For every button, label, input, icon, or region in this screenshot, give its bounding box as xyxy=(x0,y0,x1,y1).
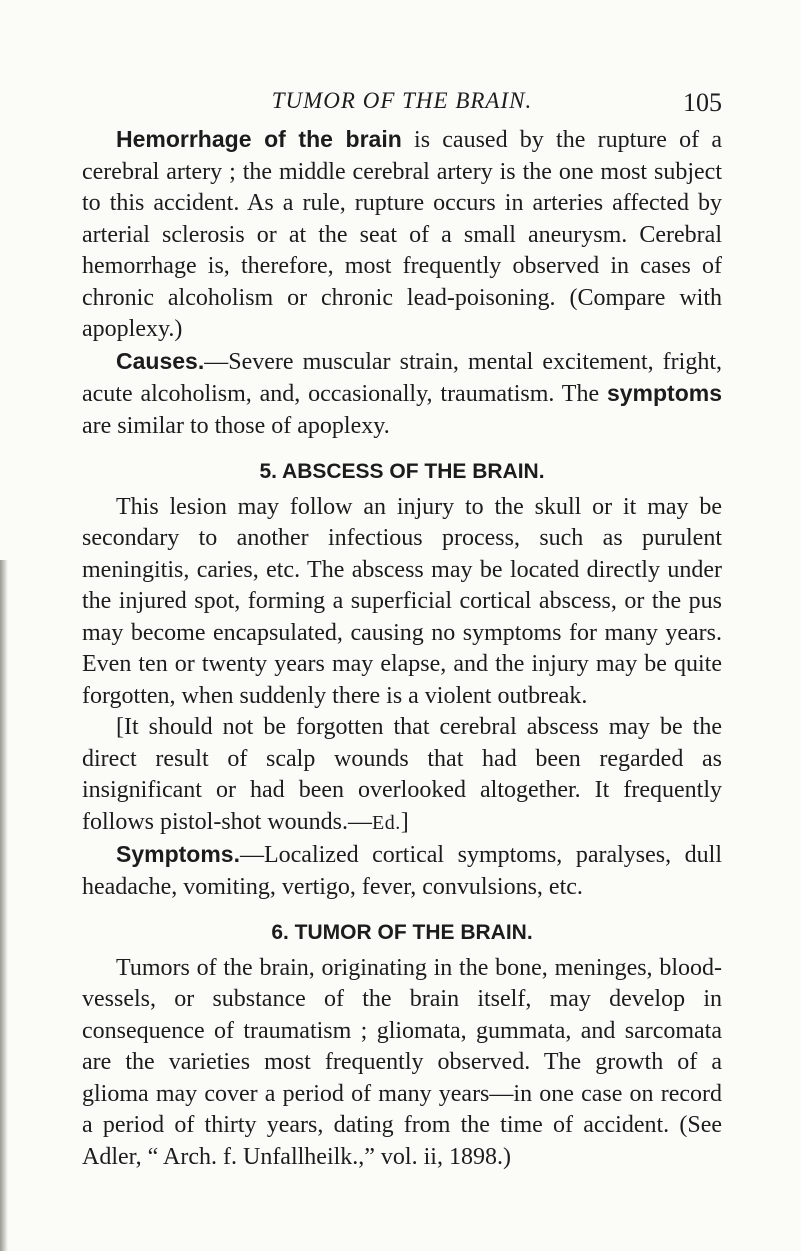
abscess-symptoms-text: —Localized cortical symptoms, paralyses, dull headache, vomiting, vertigo, fever, convulsions, etc. xyxy=(82,842,722,900)
abscess-paragraph: This lesion may follow an injury to the skull or it may be secondary to another infectious process, such as purulent meningitis, caries, etc. The abscess may be located directly under the injured spot, forming a superficial cortical abscess, or the pus may become encapsulated, causing no symptoms for many years. Even ten or twenty years may elapse, and the injury may be quite forgotten, when suddenly there is a violent outbreak. xyxy=(82,493,722,709)
symptoms-text: are similar to those of apoplexy. xyxy=(82,412,390,439)
abscess-symptoms-term: Symptoms. xyxy=(116,841,240,867)
tumor-paragraph: Tumors of the brain, originating in the bone, meninges, blood-vessels, or substance of the brain itself, may develop in consequence of traumatism ; gliomata, gummata, and sarcomata are the varieties most frequently observed. The growth of a glioma may cover a period of many years—in one case on record a period of thirty years, dating from the time of accident. (See Adler, “ Arch. f. Unfallheilk.,” vol. ii, 1898.) xyxy=(82,954,722,1170)
causes-paragraph xyxy=(82,346,722,443)
page-header xyxy=(82,88,722,122)
causes-term: Causes. xyxy=(116,347,205,374)
section-heading-abscess: 5. ABSCESS OF THE BRAIN. xyxy=(259,460,545,483)
page-body xyxy=(82,124,722,1173)
hemorrhage-paragraph xyxy=(82,124,722,346)
running-head: TUMOR OF THE BRAIN. xyxy=(271,88,533,113)
note-text: [It should not be forgotten that cerebral abscess may be the direct result of scalp wounds that had been regarded as insignificant or had been overlooked altogether. It frequently follows pistol-shot wounds.— xyxy=(82,714,722,835)
causes-text: —Severe muscular strain, mental excitement, fright, acute alcoholism, and, occasionally, traumatism. The xyxy=(82,348,722,407)
note-editor: Ed. xyxy=(372,811,401,834)
hemorrhage-term: Hemorrhage of the brain xyxy=(116,126,402,152)
page-number: 105 xyxy=(683,88,722,117)
abscess-symptoms-paragraph xyxy=(82,839,722,903)
note-close: ] xyxy=(400,808,409,835)
page-gutter-shadow xyxy=(0,560,8,1251)
abscess-editor-note xyxy=(82,712,722,839)
hemorrhage-text: is caused by the rupture of a cerebral artery ; the middle cerebral artery is the one most subject to this accident. As a rule, rupture occurs in arteries affected by arterial sclerosis or at the seat of a small aneurysm. Cerebral hemorrhage is, therefore, most frequently observed in cases of chronic alcoholism or chronic lead-poisoning. (Compare with apoplexy.) xyxy=(82,127,722,342)
section-heading-tumor: 6. TUMOR OF THE BRAIN. xyxy=(271,921,533,944)
symptoms-term: symptoms xyxy=(606,380,722,406)
